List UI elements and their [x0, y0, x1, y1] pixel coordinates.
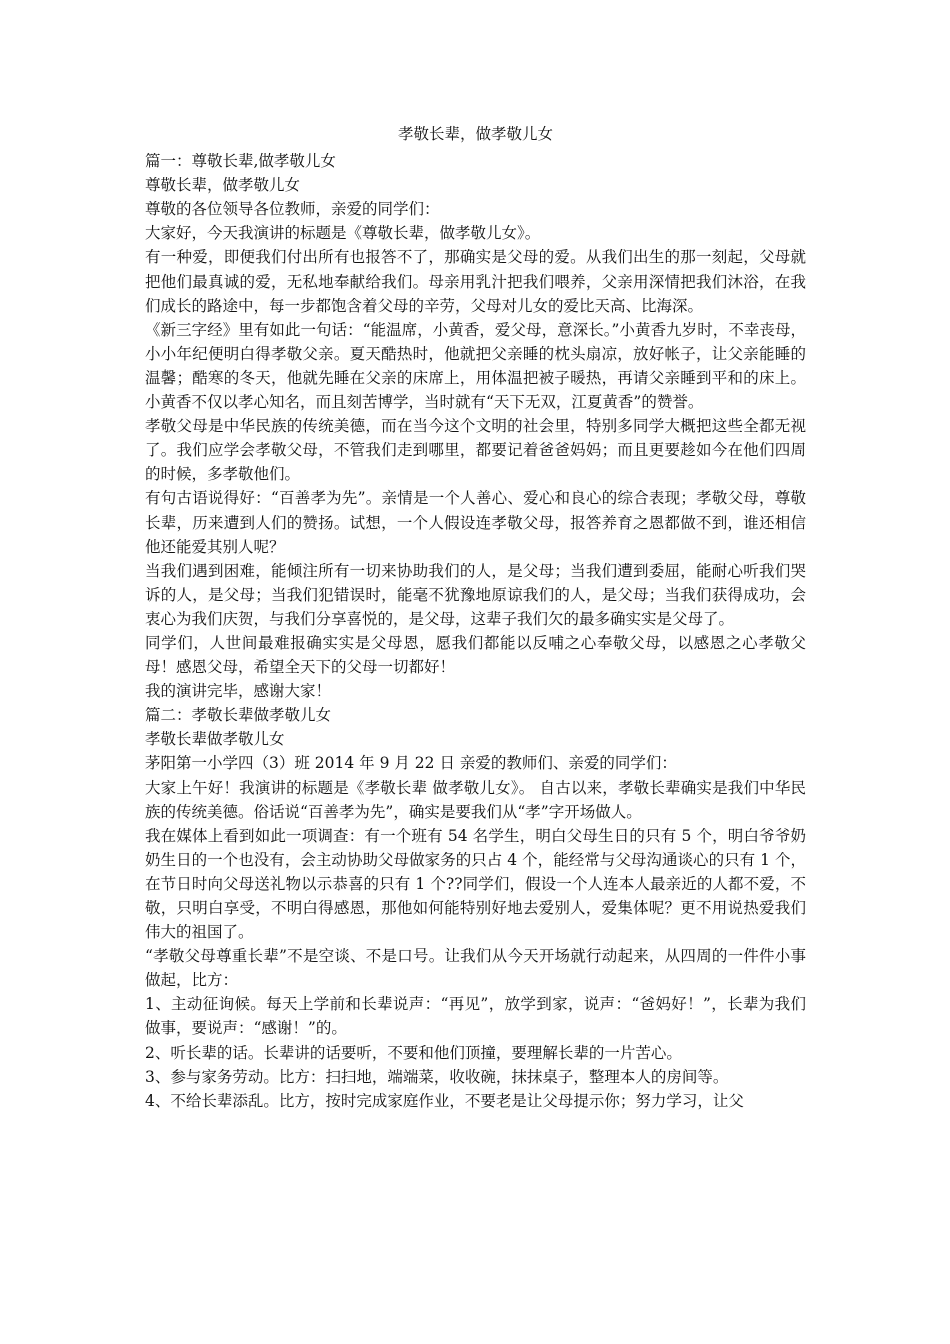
list-item: 2、听长辈的话。长辈讲的话要听，不要和他们顶撞，要理解长辈的一片苦心。	[145, 1043, 682, 1062]
paragraph: 有一种爱，即便我们付出所有也报答不了，那确实是父母的爱。从我们出生的那一刻起，父母就把他们最真诚的爱，无私地奉献给我们。母亲用乳汁把我们喂养，父亲用深情把我们沐浴，在我们成长的路途中，每一步都饱含着父母的辛劳，父母对儿女的爱比天高、比海深。	[145, 248, 806, 315]
paragraph: 篇一：尊敬长辈,做孝敬儿女	[145, 152, 336, 171]
section-heading: 篇二：孝敬长辈做孝敬儿女	[145, 706, 332, 725]
list-item: 3、参与家务劳动。比方：扫扫地，端端菜，收收碗，抹抹桌子，整理本人的房间等。	[145, 1067, 729, 1086]
document-title: 孝敬长辈，做孝敬儿女	[397, 125, 553, 143]
paragraph: 《新三字经》里有如此一句话：“能温席，小黄香，爱父母，意深长。”小黄香九岁时，不幸丧母，小小年纪便明白得孝敬父亲。夏天酷热时，他就把父亲睡的枕头扇凉，放好帐子，让父亲能睡的温馨；酷寒的冬天，他就先睡在父亲的床席上，用体温把被子暖热，再请父亲睡到平和的床上。小黄香不仅以孝心知名，而且刻苦博学，当时就有“天下无双，江夏黄香”的赞誉。	[145, 320, 806, 412]
paragraph: “孝敬父母尊重长辈”不是空谈、不是口号。让我们从今天开场就行动起来，从四周的一件件小事做起，比方：	[145, 947, 806, 990]
paragraph: 大家上午好！我演讲的标题是《孝敬长辈 做孝敬儿女》。 自古以来，孝敬长辈确实是我们中华民族的传统美德。俗话说“百善孝为先”，确实是要我们从“孝”字开场做人。	[145, 778, 806, 821]
paragraph: 有句古语说得好：“百善孝为先”。亲情是一个人善心、爱心和良心的综合表现；孝敬父母，尊敬长辈，历来遭到人们的赞扬。试想，一个人假设连孝敬父母，报答养育之恩都做不到，谁还相信他还能爱其别人呢？	[145, 489, 806, 556]
paragraph: 茅阳第一小学四（3）班 2014 年 9 月 22 日 亲爱的教师们、亲爱的同学们：	[145, 754, 677, 773]
paragraph: 当我们遇到困难，能倾注所有一切来协助我们的人，是父母；当我们遭到委屈，能耐心听我们哭诉的人，是父母；当我们犯错误时，能毫不犹豫地原谅我们的人，是父母；当我们获得成功，会衷心为我们庆贺，与我们分享喜悦的，是父母，这辈子我们欠的最多确实实是父母了。	[145, 561, 806, 628]
paragraph: 尊敬长辈，做孝敬儿女	[145, 176, 301, 195]
list-item: 4、不给长辈添乱。比方，按时完成家庭作业，不要老是让父母提示你；努力学习，让父	[145, 1091, 744, 1110]
paragraph: 孝敬父母是中华民族的传统美德，而在当今这个文明的社会里，特别多同学大概把这些全都无视了。我们应学会孝敬父母，不管我们走到哪里，都要记着爸爸妈妈；而且更要趁如今在他们四周的时候，多孝敬他们。	[145, 417, 806, 484]
document-page	[145, 122, 806, 1113]
list-item: 1、主动征询候。每天上学前和长辈说声：“再见”，放学到家，说声：“爸妈好！”，长辈为我们做事，要说声：“感谢！”的。	[145, 995, 806, 1038]
paragraph: 我在媒体上看到如此一项调查：有一个班有 54 名学生，明白父母生日的只有 5 个，明白爷爷奶奶生日的一个也没有，会主动协助父母做家务的只占 4 个，能经常与父母沟通谈心的只有 1 个，在节日时向父母送礼物以示恭喜的只有 1 个??同学们，假设一个人连本人最亲近的人都不爱，不敬，只明白享受，不明白得感恩，那他如何能特别好地去爱别人，爱集体呢？更不用说热爱我们伟大的祖国了。	[145, 826, 806, 942]
paragraph: 同学们，人世间最难报确实实是父母恩，愿我们都能以反哺之心奉敬父母，以感恩之心孝敬父母！感恩父母，希望全天下的父母一切都好！	[145, 633, 806, 677]
paragraph: 孝敬长辈做孝敬儿女	[145, 730, 285, 749]
paragraph: 大家好，今天我演讲的标题是《尊敬长辈，做孝敬儿女》。	[145, 224, 541, 243]
paragraph: 我的演讲完毕，感谢大家！	[145, 682, 332, 701]
paragraph: 尊敬的各位领导各位教师，亲爱的同学们：	[145, 200, 440, 219]
